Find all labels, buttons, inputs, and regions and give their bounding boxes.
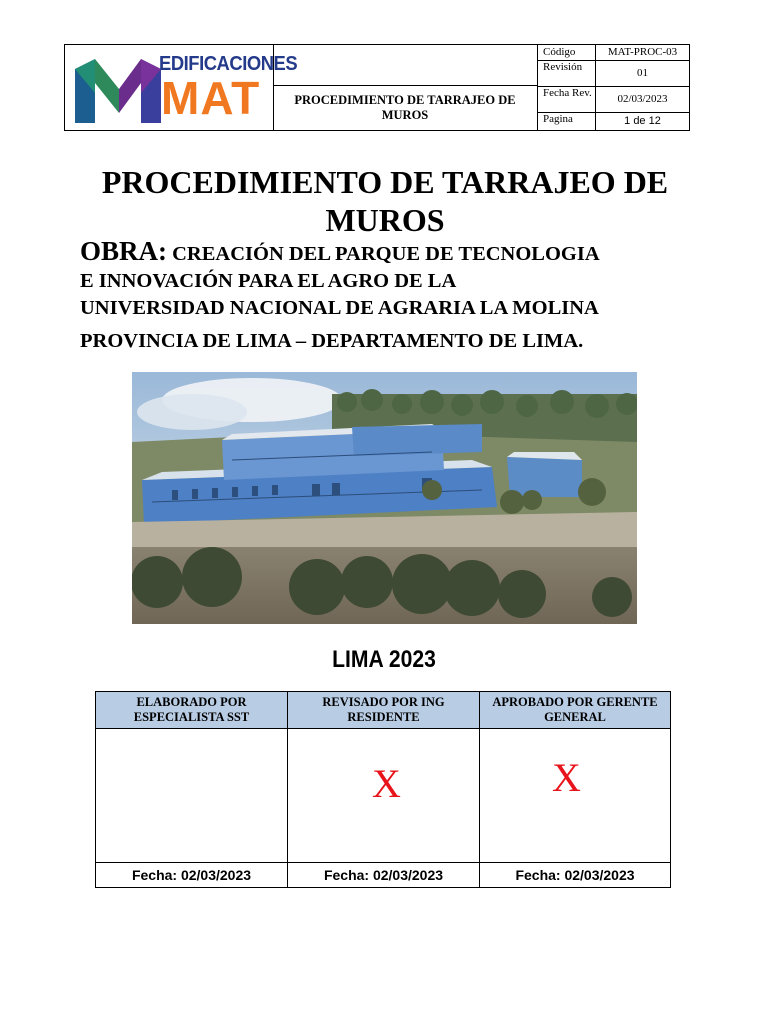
approval-date: Fecha: 02/03/2023 [515,867,635,883]
obra-line: PROVINCIA DE LIMA – DEPARTAMENTO DE LIMA. [80,330,584,352]
meta-value: MAT-PROC-03 [607,46,678,58]
approval-date: Fecha: 02/03/2023 [131,867,252,883]
meta-key: Revisión [537,60,596,86]
approval-mark: X [552,755,581,800]
obra-line: E INNOVACIÓN PARA EL AGRO DE LA [80,270,457,292]
approval-heading: APROBADO POR GERENTE GENERAL [480,692,670,729]
logo-m-icon [75,53,161,125]
approval-table [95,691,671,888]
header-document-title: PROCEDIMIENTO DE TARRAJEO DE MUROS [294,93,516,122]
obra-line: UNIVERSIDAD NACIONAL DE AGRARIA LA MOLINA [80,297,599,319]
header-title-cell [273,45,538,130]
document-header [64,44,690,131]
approval-mark: X [372,761,401,806]
obra-line: CREACIÓN DEL PARQUE DE TECNOLOGIA [172,243,600,265]
obra-label: OBRA: [80,236,167,266]
meta-row-pagina [537,112,689,130]
approval-heading: REVISADO POR ING RESIDENTE [288,692,479,729]
approval-date: Fecha: 02/03/2023 [323,867,444,883]
approval-column-revisado [288,692,480,887]
meta-value: 01 [637,67,648,79]
page-title: PROCEDIMIENTO DE TARRAJEO DE MUROS [101,164,669,238]
project-rendering-image [132,372,637,624]
meta-row-codigo [537,45,689,61]
meta-key: Pagina [537,112,596,130]
meta-value: 02/03/2023 [617,93,668,105]
signature-area [288,729,479,863]
logo-text-mat: MAT [161,72,261,124]
meta-row-revision [537,60,689,87]
meta-key: Código [537,45,596,60]
city-year: LIMA 2023 [332,646,436,673]
logo-text-edificaciones: EDIFICACIONES [159,53,298,75]
approval-column-elaborado [96,692,288,887]
meta-value: 1 de 12 [624,115,661,127]
meta-key: Fecha Rev. [537,86,596,112]
company-logo [65,45,298,130]
signature-area [96,729,287,863]
signature-area [480,729,670,863]
document-metadata [537,45,689,130]
approval-heading: ELABORADO POR ESPECIALISTA SST [96,692,287,729]
project-description [80,238,720,355]
meta-row-fecha [537,86,689,113]
approval-column-aprobado [480,692,670,887]
